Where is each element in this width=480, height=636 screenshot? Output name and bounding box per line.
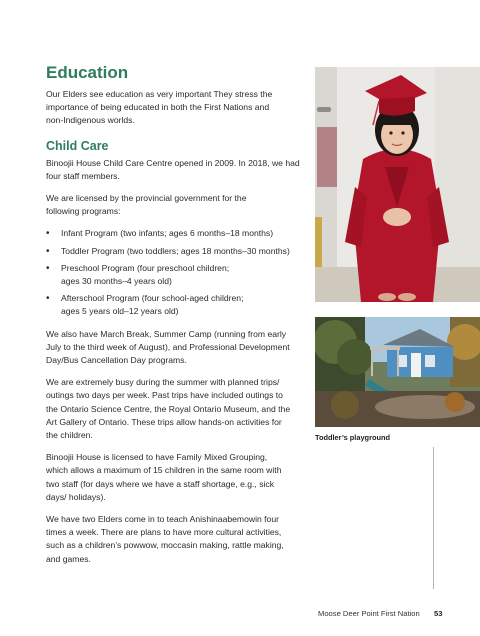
programs-list (46, 227, 308, 318)
text-line: Day/Bus Cancellation Day programs. (46, 355, 187, 366)
page-number: 53 (434, 609, 443, 618)
child-care-paragraph-2 (46, 192, 308, 218)
child-care-paragraph-4 (46, 376, 308, 442)
text-line: importance of being educated in both the First Nations and (46, 102, 270, 113)
text-line: the Ontario Science Centre, the Royal Ontario Museum, and the (46, 403, 291, 414)
text-line: two staff (for days where we have a staff shortage, e.g., sick (46, 478, 275, 489)
graduation-photo (315, 67, 480, 302)
text-line: outings two days per week. Past trips have included outings to (46, 390, 283, 401)
playground-photo-illustration (315, 317, 480, 427)
text-line: We are extremely busy during the summer with planned trips/ (46, 377, 280, 388)
text-line: July to the third week of August), and Professional Development (46, 341, 290, 352)
text-line: Our Elders see education as very important They stress the (46, 89, 273, 99)
education-intro (46, 88, 308, 128)
text-line: We have two Elders come in to teach Anishinaabemowin four (46, 514, 279, 525)
playground-photo (315, 317, 480, 427)
text-line: Binoojii House Child Care Centre opened in 2009. In 2018, we had (46, 157, 300, 168)
program-item (46, 292, 308, 318)
text-line: following programs: (46, 206, 121, 217)
text-line: such as a children’s powwow, moccasin making, rattle making, (46, 540, 284, 551)
main-column (46, 62, 308, 575)
footer-title: Moose Deer Point First Nation (318, 609, 420, 618)
text-line: Preschool Program (four preschool children; (61, 262, 230, 273)
text-line: times a week. There are plans to have more cultural activities, (46, 527, 282, 538)
text-line: Art Gallery of Ontario. These trips allow hands-on activities for (46, 416, 282, 427)
text-line: which allows a maximum of 15 children in the same room with (46, 465, 282, 476)
child-care-paragraph-3 (46, 328, 308, 368)
program-item (46, 245, 308, 258)
text-line: We also have March Break, Summer Camp (running from early (46, 328, 287, 339)
text-line: Binoojii House is licensed to have Family Mixed Grouping, (46, 452, 268, 463)
vertical-divider (433, 447, 434, 589)
text-line: days/ holidays). (46, 491, 106, 502)
text-line: ages 30 months–4 years old) (61, 276, 172, 287)
text-line: Toddler Program (two toddlers; ages 18 months–30 months) (61, 245, 290, 256)
graduation-photo-illustration (315, 67, 480, 302)
text-line: the children. (46, 430, 93, 441)
text-line: and games. (46, 553, 91, 564)
text-line: ages 5 years old–12 years old) (61, 306, 179, 317)
program-item (46, 227, 308, 240)
child-care-paragraph-1 (46, 157, 308, 183)
text-line: Infant Program (two infants; ages 6 months–18 months) (61, 228, 274, 239)
text-line: non-Indigenous worlds. (46, 115, 135, 126)
photo-caption: Toddler’s playground (315, 433, 391, 442)
program-item (46, 262, 308, 288)
child-care-heading: Child Care (46, 138, 109, 153)
child-care-paragraph-5 (46, 451, 308, 504)
child-care-paragraph-6 (46, 513, 308, 566)
text-line: four staff members. (46, 170, 120, 181)
text-line: Afterschool Program (four school-aged children; (61, 293, 244, 304)
education-heading: Education (46, 63, 129, 82)
text-line: We are licensed by the provincial government for the (46, 193, 247, 204)
